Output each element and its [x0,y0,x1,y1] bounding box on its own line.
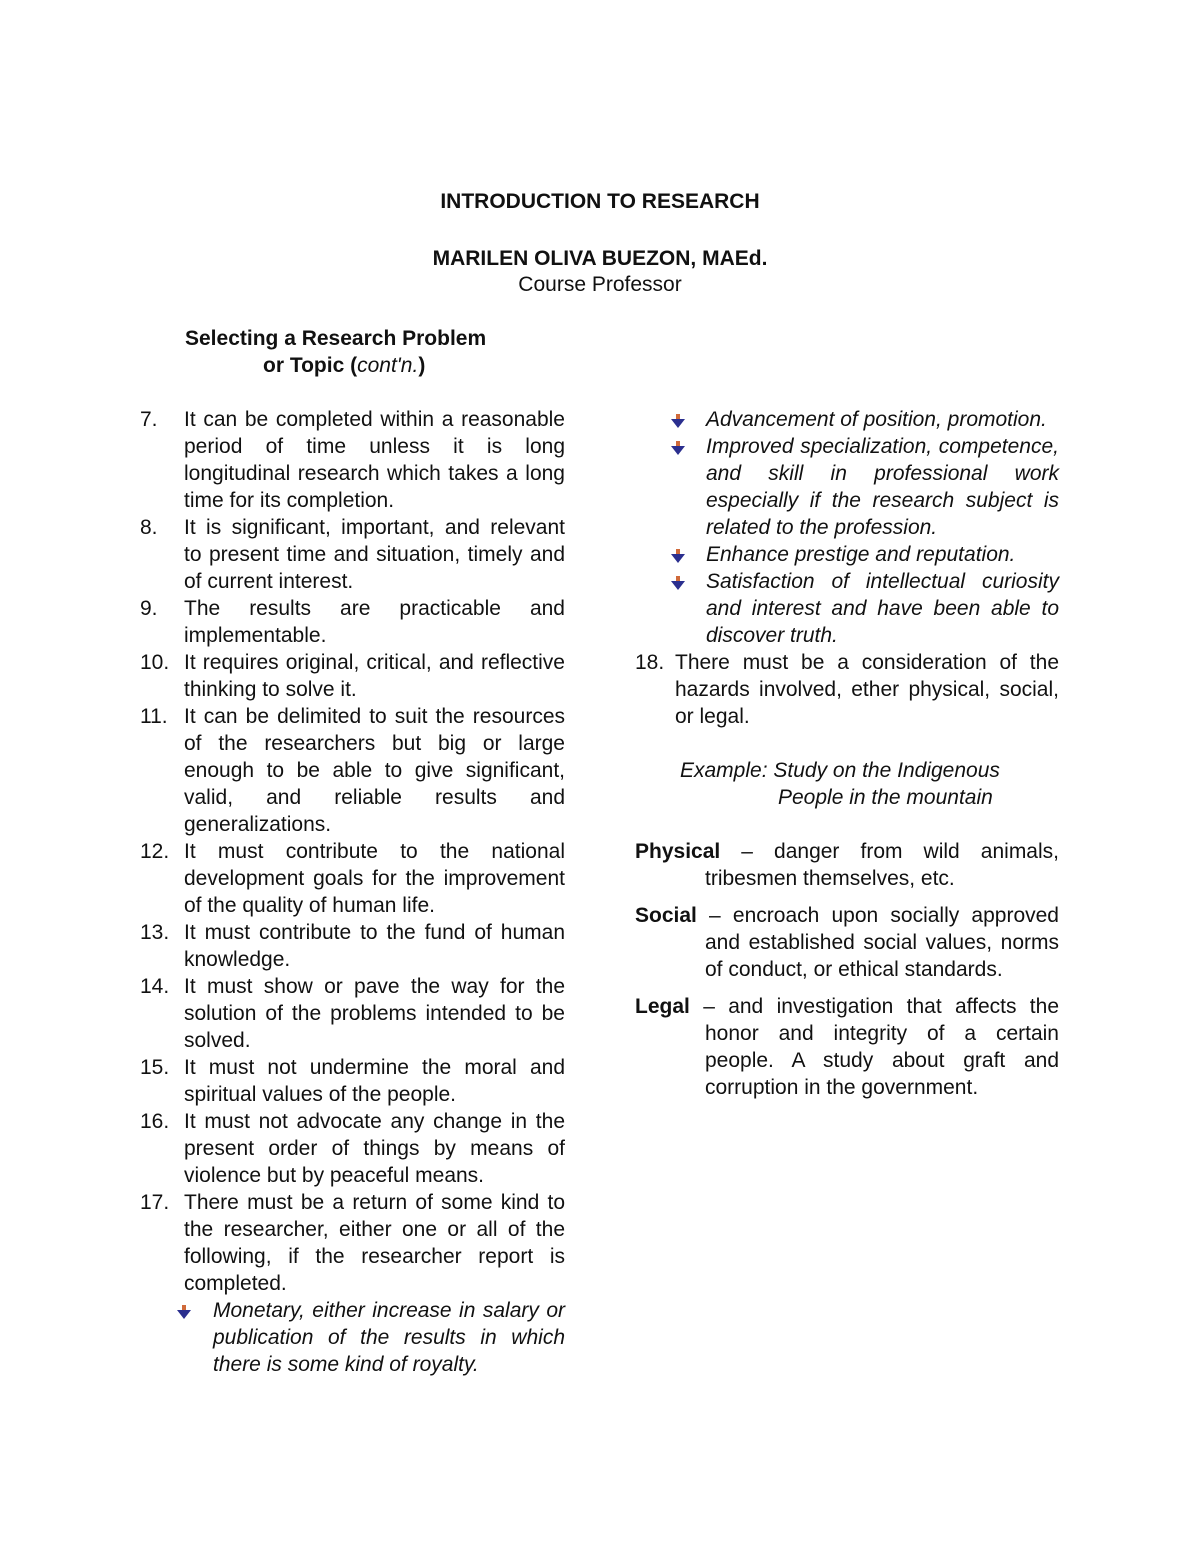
item-text: There must be a consideration of the hazards involved, ether physical, social, or legal. [675,651,1059,728]
hazard-text: – danger from wild animals, tribesmen themselves, etc. [705,840,1059,890]
list-item [140,919,565,973]
list-item [140,406,565,514]
item-number: 18. [635,651,665,674]
item-number: 10. [140,651,170,674]
bullet-text: Enhance prestige and reputation. [706,543,1016,566]
bullet-text: Satisfaction of intellectual curiosity and interest and have been able to discover truth. [706,570,1059,647]
arrow-down-bullet-icon [671,441,685,455]
list-item [140,595,565,649]
arrow-down-bullet-icon [671,549,685,563]
list-item [140,838,565,919]
item-number: 16. [140,1110,170,1133]
hazard-text: – encroach upon socially approved and established social values, norms of conduct, or ethical standards. [696,904,1059,981]
list-item [140,703,565,838]
item-text: It can be delimited to suit the resources of the researchers but big or large enough to be able to give significant, valid, and reliable results and generalizations. [184,705,565,836]
arrow-down-bullet-icon [177,1305,191,1319]
list-item [140,649,565,703]
hazard-text: – and investigation that affects the honor and integrity of a certain people. A study about graft and corruption in the government. [689,995,1059,1099]
right-column [635,406,1059,1101]
bullet-text: Advancement of position, promotion. [706,408,1047,431]
item-text: The results are practicable and implementable. [184,597,565,647]
item-text: There must be a return of some kind to the researcher, either one or all of the following, if the researcher report is completed. [184,1191,565,1295]
example-line2: People in the mountain [778,786,993,809]
item-number: 8. [140,516,158,539]
item-number: 9. [140,597,158,620]
author-role: Course Professor [518,273,682,296]
item-text: It is significant, important, and relevant to present time and situation, timely and of current interest. [184,516,565,593]
example-block [635,757,1059,811]
example-line1: Example: Study on the Indigenous [680,759,1000,782]
arrow-down-bullet-icon [671,414,685,428]
hazard-social [635,902,1059,983]
hazard-term: Physical [635,840,721,863]
bullet-item [635,541,1059,568]
bullet-item [635,433,1059,541]
item-text: It must contribute to the fund of human knowledge. [184,921,565,971]
author-name: MARILEN OLIVA BUEZON, MAEd. [432,247,768,270]
bullet-text: Monetary, either increase in salary or publication of the results in which there is some kind of royalty. [213,1299,565,1376]
item-text: It must show or pave the way for the solution of the problems intended to be solved. [184,975,565,1052]
list-item [635,649,1059,730]
list-item [140,1108,565,1189]
left-column [140,406,565,1378]
list-item [140,1189,565,1297]
list-item [140,1054,565,1108]
bullet-text: Improved specialization, competence, and skill in professional work especially if the research subject is related to the profession. [706,435,1059,539]
list-item [140,973,565,1054]
item-number: 14. [140,975,170,998]
item-text: It must not advocate any change in the present order of things by means of violence but by peaceful means. [184,1110,565,1187]
hazard-physical [635,838,1059,892]
list-item [140,514,565,595]
item-number: 17. [140,1191,170,1214]
item-number: 7. [140,408,158,431]
item-number: 11. [140,705,168,728]
hazard-term: Social [635,904,697,927]
bullet-item [635,568,1059,649]
item-text: It can be completed within a reasonable period of time unless it is long longitudinal research which takes a long time for its completion. [184,408,565,512]
section-heading [140,325,565,379]
bullet-item [140,1297,565,1378]
item-text: It must contribute to the national development goals for the improvement of the quality of human life. [184,840,565,917]
hazard-term: Legal [635,995,690,1018]
item-number: 15. [140,1056,170,1079]
item-number: 13. [140,921,170,944]
section-heading-line2: or Topic (cont'n.) [263,354,426,377]
section-heading-line1: Selecting a Research Problem [185,327,487,350]
arrow-down-bullet-icon [671,576,685,590]
document-title: INTRODUCTION TO RESEARCH [440,190,760,213]
item-text: It requires original, critical, and reflective thinking to solve it. [184,651,565,701]
bullet-item [635,406,1059,433]
item-text: It must not undermine the moral and spiritual values of the people. [184,1056,565,1106]
hazard-legal [635,993,1059,1101]
item-number: 12. [140,840,170,863]
